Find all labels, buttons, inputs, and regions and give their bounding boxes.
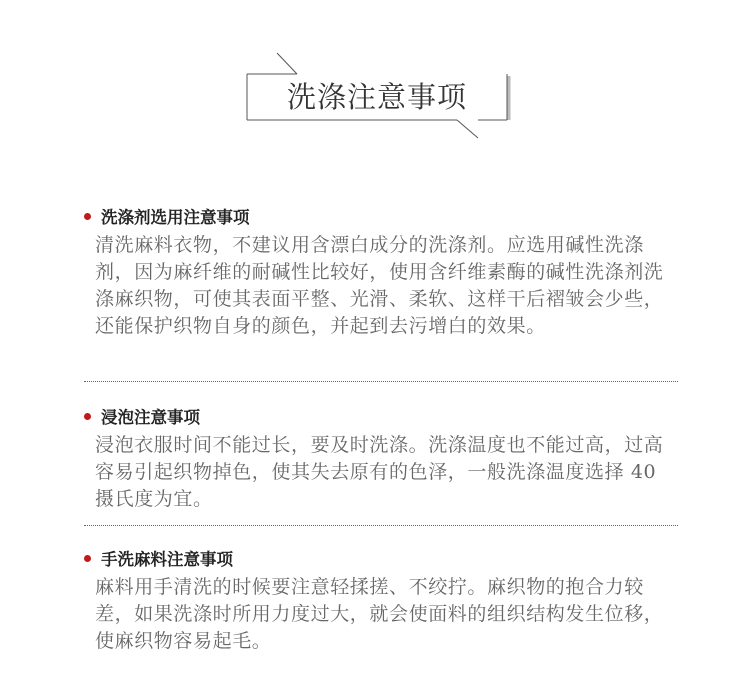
dotted-divider (84, 525, 678, 526)
section-heading (84, 546, 684, 570)
section-heading-text: 手洗麻料注意事项 (101, 550, 233, 569)
section-heading-text: 浸泡注意事项 (101, 408, 200, 427)
section-heading (84, 204, 684, 228)
section-handwash (84, 546, 684, 655)
section-heading-text: 洗涤剂选用注意事项 (101, 208, 250, 227)
bullet-dot-icon (84, 413, 91, 420)
section-detergent (84, 204, 684, 340)
bullet-dot-icon (84, 213, 91, 220)
section-heading (84, 404, 684, 428)
bullet-dot-icon (84, 555, 91, 562)
page-title: 洗涤注意事项 (286, 80, 467, 114)
section-body-text: 清洗麻料衣物，不建议用含漂白成分的洗涤剂。应选用碱性洗涤剂，因为麻纤维的耐碱性比较好，使用含纤维素酶的碱性洗涤剂洗涤麻织物，可使其表面平整、光滑、柔软、这样干后褶皱会少些，还能保护织物自身的颜色，并起到去污增白的效果。 (95, 234, 664, 337)
dotted-divider (84, 381, 678, 382)
title-frame (242, 50, 512, 140)
section-body-text: 浸泡衣服时间不能过长，要及时洗涤。洗涤温度也不能过高，过高容易引起织物掉色，使其失去原有的色泽，一般洗涤温度选择 40 摄氏度为宜。 (95, 434, 664, 510)
section-soaking (84, 404, 684, 513)
section-body-text: 麻料用手清洗的时候要注意轻揉搓、不绞拧。麻织物的抱合力较差，如果洗涤时所用力度过大，就会使面料的组织结构发生位移，使麻织物容易起毛。 (95, 576, 664, 652)
